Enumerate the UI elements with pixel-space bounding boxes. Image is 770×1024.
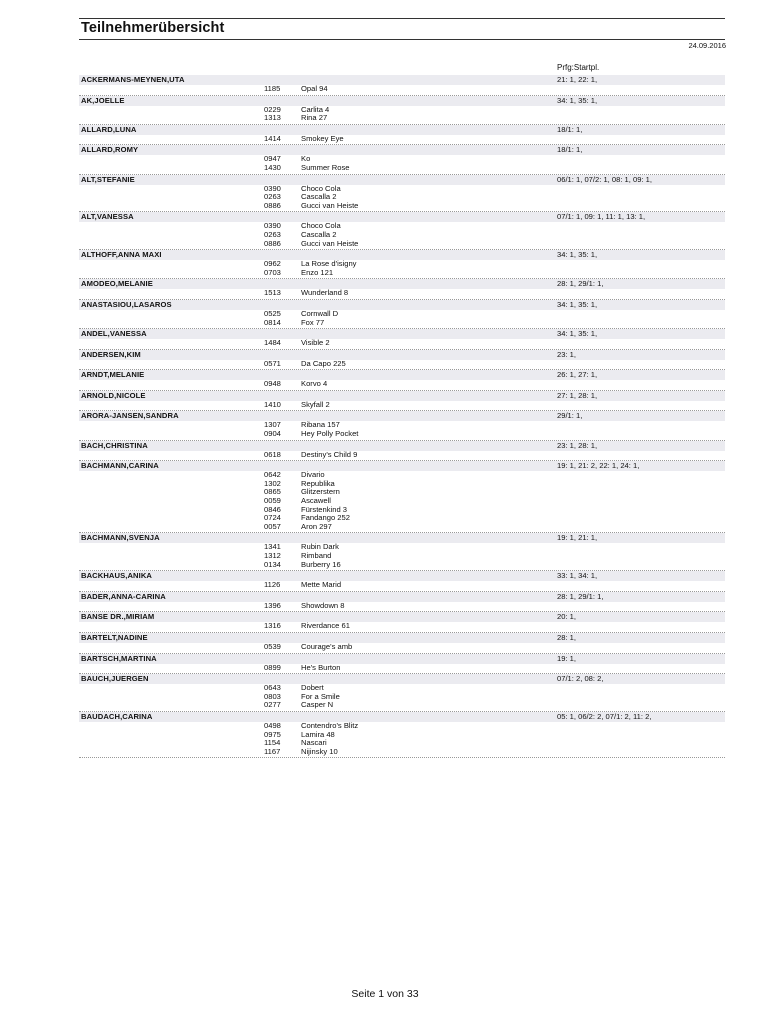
horse-number: 0057 xyxy=(264,521,281,531)
horse-number: 0724 xyxy=(264,513,281,523)
participant-entry xyxy=(79,633,725,654)
horse-name: Enzo 121 xyxy=(301,267,334,277)
horse-row xyxy=(79,471,725,480)
horse-number: 0539 xyxy=(264,641,281,651)
horse-row xyxy=(79,643,725,652)
horse-row xyxy=(79,430,725,439)
horse-name: Burberry 16 xyxy=(301,559,341,569)
horse-name: Destiny's Child 9 xyxy=(301,449,358,459)
participant-header-row xyxy=(79,674,725,684)
horse-row xyxy=(79,360,725,369)
horse-row xyxy=(79,164,725,173)
horse-name: Choco Cola xyxy=(301,183,341,193)
horse-number: 0962 xyxy=(264,259,281,269)
horse-number: 0948 xyxy=(264,379,281,389)
participant-entry xyxy=(79,125,725,146)
horse-row xyxy=(79,269,725,278)
horse-number: 0263 xyxy=(264,229,281,239)
horse-number: 0947 xyxy=(264,154,281,164)
participant-header-row xyxy=(79,370,725,380)
participant-entry xyxy=(79,391,725,412)
horse-name: Cornwall D xyxy=(301,308,339,318)
horse-row xyxy=(79,114,725,123)
horse-name: Hey Polly Pocket xyxy=(301,429,359,439)
horse-name: Nijinsky 10 xyxy=(301,746,338,756)
horse-name: Summer Rose xyxy=(301,162,350,172)
title-rule xyxy=(79,39,725,40)
participant-prfg: 28: 1, 29/1: 1, xyxy=(557,279,604,289)
horse-row xyxy=(79,561,725,570)
horse-number: 1430 xyxy=(264,162,281,172)
print-date: 24.09.2016 xyxy=(688,41,726,50)
horse-number: 1167 xyxy=(264,746,281,756)
participant-prfg: 34: 1, 35: 1, xyxy=(557,95,598,105)
horse-name: Gucci van Heiste xyxy=(301,238,359,248)
participant-prfg: 28: 1, 29/1: 1, xyxy=(557,591,604,601)
participant-name: BAUDACH,CARINA xyxy=(81,711,153,721)
horse-number: 1312 xyxy=(264,551,281,560)
horse-row xyxy=(79,701,725,710)
horse-row xyxy=(79,193,725,202)
horse-number: 0059 xyxy=(264,496,281,506)
participant-entry xyxy=(79,654,725,675)
horse-row xyxy=(79,748,725,757)
horse-number: 1126 xyxy=(264,580,281,590)
participant-prfg: 34: 1, 35: 1, xyxy=(557,250,598,260)
horse-number: 1414 xyxy=(264,133,281,143)
horse-number: 1302 xyxy=(264,478,281,488)
participant-name: ARNOLD,NICOLE xyxy=(81,390,146,400)
participant-name: AK,JOELLE xyxy=(81,95,125,105)
horse-name: Cascalla 2 xyxy=(301,229,337,239)
horse-number: 0229 xyxy=(264,104,281,114)
participant-prfg: 33: 1, 34: 1, xyxy=(557,571,598,581)
horse-name: Aron 297 xyxy=(301,521,332,531)
horse-row xyxy=(79,289,725,298)
participant-header-row xyxy=(79,633,725,643)
participant-name: ACKERMANS-MEYNEN,UTA xyxy=(81,75,185,84)
horse-name: Opal 94 xyxy=(301,84,328,93)
horse-row xyxy=(79,480,725,489)
participant-entry xyxy=(79,461,725,533)
participant-entry xyxy=(79,533,725,571)
horse-number: 0904 xyxy=(264,429,281,439)
participant-header-row xyxy=(79,612,725,622)
participant-prfg: 26: 1, 27: 1, xyxy=(557,370,598,380)
participant-entry xyxy=(79,350,725,371)
participant-prfg: 07/1: 2, 08: 2, xyxy=(557,674,604,684)
participant-header-row xyxy=(79,533,725,543)
horse-name: Korvo 4 xyxy=(301,379,328,389)
participant-header-row xyxy=(79,654,725,664)
horse-number: 1396 xyxy=(264,600,281,610)
participant-name: ANDERSEN,KIM xyxy=(81,349,141,359)
horse-row xyxy=(79,240,725,249)
participant-name: BACKHAUS,ANIKA xyxy=(81,571,153,581)
horse-name: Skyfall 2 xyxy=(301,399,330,409)
participant-name: ALT,VANESSA xyxy=(81,212,134,222)
horse-name: Contendro's Blitz xyxy=(301,720,359,730)
participant-entry xyxy=(79,75,725,96)
horse-name: Showdown 8 xyxy=(301,600,345,610)
participant-header-row xyxy=(79,125,725,135)
participant-name: BACHMANN,SVENJA xyxy=(81,533,160,543)
horse-number: 0899 xyxy=(264,662,281,672)
horse-number: 0846 xyxy=(264,504,281,514)
participant-prfg: 19: 1, 21: 1, xyxy=(557,533,598,543)
horse-row xyxy=(79,506,725,515)
horse-name: Mette Marid xyxy=(301,580,342,590)
participant-header-row xyxy=(79,329,725,339)
horse-row xyxy=(79,319,725,328)
horse-row xyxy=(79,602,725,611)
horse-number: 0571 xyxy=(264,358,281,368)
horse-number: 1154 xyxy=(264,738,281,748)
horse-number: 1185 xyxy=(264,84,281,93)
horse-name: Rimband xyxy=(301,551,332,560)
participant-prfg: 07/1: 1, 09: 1, 11: 1, 13: 1, xyxy=(557,212,646,222)
participant-prfg: 28: 1, xyxy=(557,632,576,642)
participant-header-row xyxy=(79,145,725,155)
participant-header-row xyxy=(79,350,725,360)
horse-number: 1316 xyxy=(264,621,281,631)
horse-name: Nascari xyxy=(301,738,327,748)
participant-name: BANSE DR.,MIRIAM xyxy=(81,612,155,622)
participant-header-row xyxy=(79,712,725,722)
participant-name: ANDEL,VANESSA xyxy=(81,329,147,339)
participant-prfg: 27: 1, 28: 1, xyxy=(557,390,598,400)
horse-row xyxy=(79,85,725,94)
participant-entry xyxy=(79,250,725,279)
horse-name: La Rose d'isigny xyxy=(301,259,357,269)
horse-name: Ribana 157 xyxy=(301,420,340,430)
participant-prfg: 19: 1, xyxy=(557,653,576,663)
participant-name: BACH,CHRISTINA xyxy=(81,440,148,450)
horse-number: 0886 xyxy=(264,238,281,248)
participant-name: ARNDT,MELANIE xyxy=(81,370,145,380)
participant-header-row xyxy=(79,75,725,85)
horse-number: 0390 xyxy=(264,183,281,193)
participant-header-row xyxy=(79,279,725,289)
horse-row xyxy=(79,106,725,115)
horse-number: 1307 xyxy=(264,420,281,430)
participant-header-row xyxy=(79,250,725,260)
participant-entry xyxy=(79,279,725,300)
prfg-column-header: Prfg:Startpl. xyxy=(557,63,600,72)
horse-name: Cascalla 2 xyxy=(301,192,337,202)
horse-number: 0643 xyxy=(264,683,281,693)
participant-entry xyxy=(79,300,725,329)
horse-row xyxy=(79,664,725,673)
horse-row xyxy=(79,222,725,231)
participant-header-row xyxy=(79,212,725,222)
horse-name: Divario xyxy=(301,470,325,480)
horse-name: He's Burton xyxy=(301,662,341,672)
participant-header-row xyxy=(79,300,725,310)
participant-entry xyxy=(79,411,725,440)
horse-name: Republika xyxy=(301,478,335,488)
horse-row xyxy=(79,339,725,348)
horse-row xyxy=(79,202,725,211)
participant-header-row xyxy=(79,461,725,471)
horse-name: Fürstenkind 3 xyxy=(301,504,348,514)
horse-number: 0498 xyxy=(264,720,281,730)
horse-row xyxy=(79,693,725,702)
participant-prfg: 19: 1, 21: 2, 22: 1, 24: 1, xyxy=(557,461,640,471)
participant-entry xyxy=(79,674,725,712)
horse-number: 0618 xyxy=(264,449,281,459)
participant-entry xyxy=(79,96,725,125)
participant-name: ARORA-JANSEN,SANDRA xyxy=(81,411,179,421)
participant-entry xyxy=(79,212,725,250)
participant-prfg: 29/1: 1, xyxy=(557,411,583,421)
horse-name: Choco Cola xyxy=(301,221,341,231)
horse-row xyxy=(79,523,725,532)
horse-name: Ascawell xyxy=(301,496,331,506)
participant-prfg: 18/1: 1, xyxy=(557,124,583,134)
participant-entry xyxy=(79,571,725,592)
horse-row xyxy=(79,581,725,590)
participant-entry xyxy=(79,175,725,213)
horse-number: 1410 xyxy=(264,399,281,409)
horse-name: Fandango 252 xyxy=(301,513,350,523)
horse-number: 0525 xyxy=(264,308,281,318)
horse-row xyxy=(79,739,725,748)
participant-prfg: 06/1: 1, 07/2: 1, 08: 1, 09: 1, xyxy=(557,174,652,184)
participant-entry xyxy=(79,712,725,758)
top-rule xyxy=(79,18,725,19)
horse-name: Fox 77 xyxy=(301,317,325,327)
participant-entry xyxy=(79,145,725,174)
participant-prfg: 05: 1, 06/2: 2, 07/1: 2, 11: 2, xyxy=(557,711,652,721)
participant-header-row xyxy=(79,96,725,106)
participant-entry xyxy=(79,370,725,391)
horse-number: 0886 xyxy=(264,200,281,210)
horse-name: Wunderland 8 xyxy=(301,288,349,298)
horse-number: 1313 xyxy=(264,113,281,123)
horse-row xyxy=(79,488,725,497)
horse-number: 0814 xyxy=(264,317,281,327)
horse-name: Courage's amb xyxy=(301,641,353,651)
horse-row xyxy=(79,260,725,269)
horse-name: Smokey Eye xyxy=(301,133,344,143)
horse-row xyxy=(79,543,725,552)
participant-prfg: 34: 1, 35: 1, xyxy=(557,299,598,309)
participant-name: BARTELT,NADINE xyxy=(81,632,148,642)
horse-row xyxy=(79,622,725,631)
participant-entry xyxy=(79,441,725,462)
participant-header-row xyxy=(79,411,725,421)
participant-entry xyxy=(79,612,725,633)
participant-name: BARTSCH,MARTINA xyxy=(81,653,157,663)
horse-name: Dobert xyxy=(301,683,324,693)
participant-prfg: 23: 1, 28: 1, xyxy=(557,440,598,450)
participant-name: BADER,ANNA-CARINA xyxy=(81,591,166,601)
horse-row xyxy=(79,421,725,430)
horse-name: Visible 2 xyxy=(301,338,330,348)
horse-row xyxy=(79,401,725,410)
participant-prfg: 34: 1, 35: 1, xyxy=(557,329,598,339)
horse-number: 1484 xyxy=(264,338,281,348)
participant-header-row xyxy=(79,391,725,401)
horse-name: Rubin Dark xyxy=(301,542,339,552)
participant-name: ALTHOFF,ANNA MAXI xyxy=(81,250,162,260)
horse-name: For a Smile xyxy=(301,691,340,701)
horse-row xyxy=(79,552,725,561)
horse-name: Da Capo 225 xyxy=(301,358,346,368)
horse-row xyxy=(79,155,725,164)
horse-number: 1341 xyxy=(264,542,281,552)
participant-prfg: 23: 1, xyxy=(557,349,576,359)
horse-number: 0975 xyxy=(264,729,281,739)
participant-name: BACHMANN,CARINA xyxy=(81,461,159,471)
participant-list xyxy=(79,75,725,758)
horse-number: 0703 xyxy=(264,267,281,277)
horse-row xyxy=(79,380,725,389)
horse-number: 0642 xyxy=(264,470,281,480)
horse-row xyxy=(79,310,725,319)
participant-name: AMODEO,MELANIE xyxy=(81,279,153,289)
horse-name: Lamira 48 xyxy=(301,729,335,739)
participant-header-row xyxy=(79,441,725,451)
horse-row xyxy=(79,231,725,240)
horse-row xyxy=(79,731,725,740)
horse-number: 0263 xyxy=(264,192,281,202)
horse-name: Rina 27 xyxy=(301,113,328,123)
horse-row xyxy=(79,185,725,194)
horse-row xyxy=(79,722,725,731)
page-title: Teilnehmerübersicht xyxy=(81,20,225,36)
participant-name: ANASTASIOU,LASAROS xyxy=(81,299,172,309)
horse-number: 0865 xyxy=(264,487,281,497)
horse-number: 0803 xyxy=(264,691,281,701)
participant-entry xyxy=(79,329,725,350)
participant-header-row xyxy=(79,571,725,581)
horse-row xyxy=(79,451,725,460)
participant-name: ALT,STEFANIE xyxy=(81,174,135,184)
horse-row xyxy=(79,514,725,523)
participant-header-row xyxy=(79,592,725,602)
horse-name: Riverdance 61 xyxy=(301,621,350,631)
horse-number: 1513 xyxy=(264,288,281,298)
horse-number: 0134 xyxy=(264,559,281,569)
participant-name: ALLARD,LUNA xyxy=(81,124,137,134)
page-number: Seite 1 von 33 xyxy=(351,988,419,1000)
horse-row xyxy=(79,135,725,144)
participant-prfg: 20: 1, xyxy=(557,612,576,622)
participant-name: BAUCH,JUERGEN xyxy=(81,674,149,684)
horse-row xyxy=(79,497,725,506)
horse-name: Glitzerstern xyxy=(301,487,340,497)
participant-name: ALLARD,ROMY xyxy=(81,145,139,155)
horse-number: 0277 xyxy=(264,700,281,710)
horse-row xyxy=(79,684,725,693)
participant-prfg: 21: 1, 22: 1, xyxy=(557,75,598,84)
participant-prfg: 18/1: 1, xyxy=(557,145,583,155)
horse-name: Gucci van Heiste xyxy=(301,200,359,210)
participant-entry xyxy=(79,592,725,613)
participant-header-row xyxy=(79,175,725,185)
horse-number: 0390 xyxy=(264,221,281,231)
horse-name: Ko xyxy=(301,154,311,164)
horse-name: Carlita 4 xyxy=(301,104,330,114)
horse-name: Casper N xyxy=(301,700,334,710)
